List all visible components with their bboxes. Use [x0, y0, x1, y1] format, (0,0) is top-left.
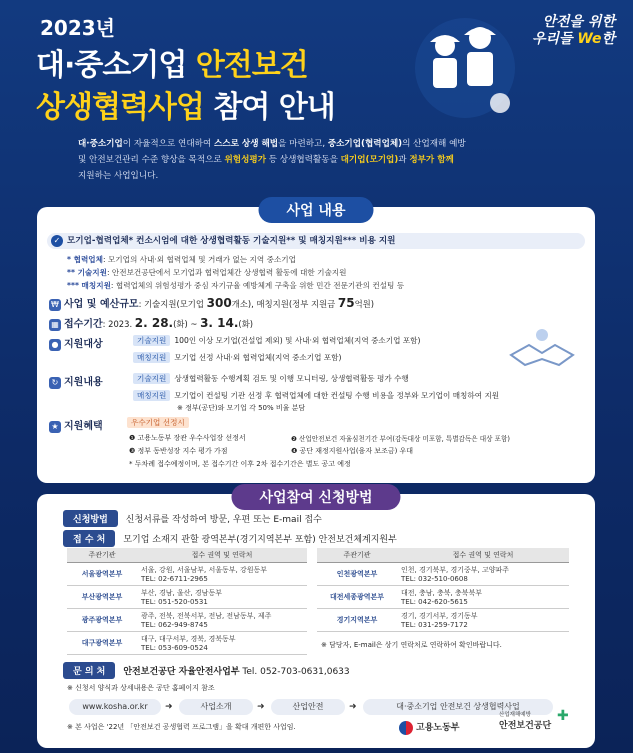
definition-key: *** 매칭지원: [67, 281, 111, 290]
intro-part: 중소기업(협력업체): [327, 139, 403, 149]
office-name: 대구광역본부: [67, 632, 137, 655]
target-item: [133, 335, 420, 346]
benefit-item: ❷ 산업안전보건 자율심천기간 부여(감독대상 미포함, 특별감독은 대상 포함): [291, 435, 510, 443]
kosha-logo-icon: ✚: [557, 708, 569, 724]
table-row: [67, 586, 307, 609]
tel-text: TEL: 062-949-8745: [141, 621, 208, 629]
path-step-website[interactable]: www.kosha.or.kr: [69, 699, 161, 715]
office-area: [397, 609, 569, 632]
tel-text: TEL: 053-609-0524: [141, 644, 208, 652]
form-note: ※ 신청서 양식과 상세내용은 공단 홈페이지 참조: [67, 684, 215, 692]
benefit-note: * 두차례 접수예정이며, 본 접수기간 이후 2차 접수기간은 별도 공고 예정: [129, 460, 351, 468]
content-note: ※ 정부(공단)와 모기업 각 50% 비율 분담: [177, 404, 306, 412]
definition-value: : 협력업체의 위험성평가 중심 자기규율 예방체계 구축을 위한 민간 전문기관의 컨설팅 등: [110, 281, 405, 290]
slogan-line-1: 안전을 위한: [542, 14, 615, 30]
office-text: 모기업 소재지 관할 광역본부(경기지역본부 포함) 안전보건체계지원부: [123, 535, 397, 545]
contact-org: 안전보건공단 자율안전사업부: [123, 667, 240, 677]
title-highlight: 안전보건: [195, 48, 308, 83]
slogan-line-2: [532, 31, 615, 48]
col-header: 주관기관: [67, 548, 137, 563]
intro-part: 및 안전보건관리 수준 향상을 목적으로: [78, 155, 225, 165]
summary-text: 모기업-협력업체* 컨소시엄에 대한 상생협력활동 기술지원** 및 매칭지원*** 비용 지원: [67, 236, 396, 246]
tel-text: TEL: 051-520-0531: [141, 598, 208, 606]
office-label: 접 수 처: [63, 530, 115, 547]
logo-moel: [399, 720, 459, 735]
benefit-item: ❶ 고용노동부 장관 우수사업장 선정서: [129, 434, 246, 442]
area-text: 인천, 경기북부, 경기중부, 고양파주: [401, 566, 510, 574]
intro-part: 과: [398, 155, 410, 165]
gift-icon: ★: [49, 421, 61, 433]
tel-text: TEL: 032-510-0608: [401, 575, 468, 583]
table-row: [67, 609, 307, 632]
path-step-intro[interactable]: 사업소개: [179, 699, 253, 715]
title-highlight: 상생협력사업: [36, 90, 204, 125]
office-name: 경기지역본부: [317, 609, 397, 632]
definition-key: * 협력업체: [67, 255, 103, 264]
tel-text: TEL: 031-259-7172: [401, 621, 468, 629]
period-date: 2. 28.: [134, 316, 174, 330]
period-label: 접수기간: [64, 319, 103, 330]
intro-part: 이 자율적으로 연대하여: [122, 139, 214, 149]
office-name: 서울광역본부: [67, 563, 137, 586]
benefit-item: ❸ 정부 동반성장 지수 평가 가점: [129, 447, 228, 455]
target-text: 모기업 선정 사내·외 협력업체(지역 중소기업 포함): [174, 353, 342, 362]
area-text: 광주, 전북, 전북서부, 전남, 전남동부, 제주: [141, 612, 272, 620]
table-row: [317, 586, 569, 609]
logo-moel-text: 고용노동부: [416, 723, 460, 733]
col-header: 접수 권역 및 연락처: [137, 548, 307, 563]
intro-part: 대기업(모기업): [340, 155, 399, 165]
office-area: [137, 632, 307, 655]
area-text: 서울, 강원, 서울남부, 서울동부, 강원동부: [141, 566, 267, 574]
contact-label: 문 의 처: [63, 662, 115, 679]
title-part: 대·중소기업: [36, 48, 187, 83]
slogan: [532, 14, 615, 48]
office-area: [137, 563, 307, 586]
tag-matching: 매칭지원: [133, 390, 170, 401]
summary-bar: [47, 233, 585, 249]
intro-part: 스스로 상생 해법: [214, 139, 279, 149]
arrow-right-icon: ➜: [165, 702, 173, 712]
definitions: [67, 253, 404, 292]
definition-row: [67, 266, 404, 279]
contact-note: ※ 담당자, E-mail은 상기 연락처로 연락하여 확인바랍니다.: [321, 641, 502, 649]
method-row: [63, 510, 322, 527]
definition-value: : 안전보건공단에서 모기업과 협력업체간 상생협력 활동에 대한 기술지원: [106, 268, 347, 277]
benefit-item: ❹ 공단 재정지원사업(융자 보조금) 우대: [291, 447, 414, 455]
arrow-right-icon: ➜: [349, 702, 357, 712]
table-row: [317, 609, 569, 632]
area-text: 대전, 충남, 충북, 충북북부: [401, 589, 482, 597]
section-title: 사업참여 신청방법: [231, 484, 400, 510]
method-label: 신청방법: [63, 510, 118, 527]
content-text: 상생협력활동 수행계획 검토 및 이행 모니터링, 상생협력활동 평가 수행: [174, 374, 409, 383]
budget-text: : 기술지원(모기업: [138, 299, 207, 309]
target-label: 지원대상: [64, 339, 103, 350]
content-row: [49, 373, 103, 389]
area-text: 부산, 경남, 울산, 경남동부: [141, 589, 222, 597]
office-name: 대전세종광역본부: [317, 586, 397, 609]
intro-part: 정부가 함께: [409, 155, 454, 165]
intro-part: 위험성평가: [224, 155, 266, 165]
footer-note: ※ 본 사업은 '22년 「안전보건 공생협력 프로그램」을 확대 개편한 사업임.: [67, 723, 296, 731]
office-area: [397, 586, 569, 609]
tag-excellent: 우수기업 선정시: [127, 417, 189, 428]
office-area: [397, 563, 569, 586]
path-step-program[interactable]: 대·중소기업 안전보건 상생협력사업: [363, 699, 553, 715]
slogan-text-end: 한: [601, 31, 615, 47]
tag-matching: 매칭지원: [133, 352, 170, 363]
method-text: 신청서류를 작성하여 방문, 우편 또는 E-mail 접수: [125, 515, 322, 525]
intro-part: 의 산업재해 예방: [402, 139, 466, 149]
slogan-text: 우리들: [531, 31, 578, 47]
benefit-label: 지원혜택: [64, 421, 103, 432]
content-item: [133, 390, 499, 401]
intro-part: 대·중소기업: [78, 139, 123, 149]
period-text: (화): [238, 319, 254, 329]
definition-value: : 모기업의 사내·외 협력업체 및 거래가 없는 지역 중소기업: [102, 255, 296, 264]
table-row: [67, 632, 307, 655]
table-row: [317, 563, 569, 586]
office-table-right: [317, 548, 569, 632]
logo-kosha-text: 안전보건공단: [499, 721, 552, 731]
people-icon: ●: [49, 339, 61, 351]
arrow-right-icon: ➜: [257, 702, 265, 712]
contact-tel: Tel. 052-703-0631,0633: [239, 667, 350, 677]
target-item: [133, 352, 341, 363]
col-header: 접수 권역 및 연락처: [397, 548, 569, 563]
period-row: [49, 315, 253, 331]
area-text: 대구, 대구서부, 경북, 경북동부: [141, 635, 236, 643]
support-icon: ↻: [49, 377, 61, 389]
office-table-left: [67, 548, 307, 655]
contact-row: [63, 662, 350, 679]
definition-row: [67, 279, 404, 292]
tag-tech: 기술지원: [133, 373, 170, 384]
budget-text: 억원): [354, 299, 375, 309]
workers-illustration-icon: [400, 8, 530, 126]
logo-kosha-small: 산업재해예방: [499, 712, 531, 718]
period-date: 3. 14.: [200, 316, 239, 330]
slogan-we: We: [577, 31, 602, 47]
office-name: 인천광역본부: [317, 563, 397, 586]
definition-key: ** 기술지원: [67, 268, 107, 277]
definition-row: [67, 253, 404, 266]
office-name: 부산광역본부: [67, 586, 137, 609]
intro-paragraph: [78, 136, 568, 184]
period-text: (화) ~: [173, 319, 201, 329]
budget-text: 개소), 매칭지원(정부 지원금: [231, 299, 338, 309]
title-line-1: [36, 40, 308, 84]
budget-number: 75: [337, 296, 355, 310]
business-content-card: [37, 203, 595, 483]
benefit-tag-wrap: [127, 417, 193, 428]
benefit-row: [49, 417, 103, 433]
area-text: 경기, 경기서부, 경기동부: [401, 612, 478, 620]
intro-part: 등 상생협력활동을: [266, 155, 341, 165]
office-row: [63, 530, 397, 547]
calendar-icon: ▦: [49, 319, 61, 331]
intro-part: 을 마련하고,: [278, 139, 328, 149]
budget-icon: ₩: [49, 299, 61, 311]
content-item: [133, 373, 409, 384]
path-step-safety[interactable]: 산업안전: [271, 699, 345, 715]
budget-row: [49, 295, 374, 311]
title-part: 참여 안내: [213, 90, 335, 125]
intro-part: 지원하는 사업입니다.: [78, 171, 159, 181]
check-icon: ✓: [51, 235, 63, 247]
office-area: [137, 586, 307, 609]
title-line-2: [36, 82, 335, 126]
logo-kosha: [499, 710, 551, 731]
tel-text: TEL: 042-620-5615: [401, 598, 468, 606]
budget-label: 사업 및 예산규모: [64, 299, 139, 310]
office-area: [137, 609, 307, 632]
period-text: : 2023.: [102, 319, 135, 329]
col-header: 주관기관: [317, 548, 397, 563]
section-title: 사업 내용: [259, 197, 374, 223]
table-row: [67, 563, 307, 586]
target-text: 100인 이상 모기업(건설업 제외) 및 사내·외 협력업체(지역 중소기업 포함): [174, 336, 421, 345]
application-card: [37, 490, 595, 748]
budget-number: 300: [206, 296, 232, 310]
handshake-icon: [507, 323, 577, 373]
office-name: 광주광역본부: [67, 609, 137, 632]
target-row: [49, 335, 103, 351]
tag-tech: 기술지원: [133, 335, 170, 346]
moel-logo-icon: [399, 721, 413, 735]
content-text: 모기업이 컨설팅 기관 선정 후 협력업체에 대한 컨설팅 수행 비용을 정부와 모기업이 매칭하여 지원: [174, 391, 500, 400]
tel-text: TEL: 02-6711-2965: [141, 575, 208, 583]
content-label: 지원내용: [64, 377, 103, 388]
year-label: 2023년: [40, 16, 115, 40]
